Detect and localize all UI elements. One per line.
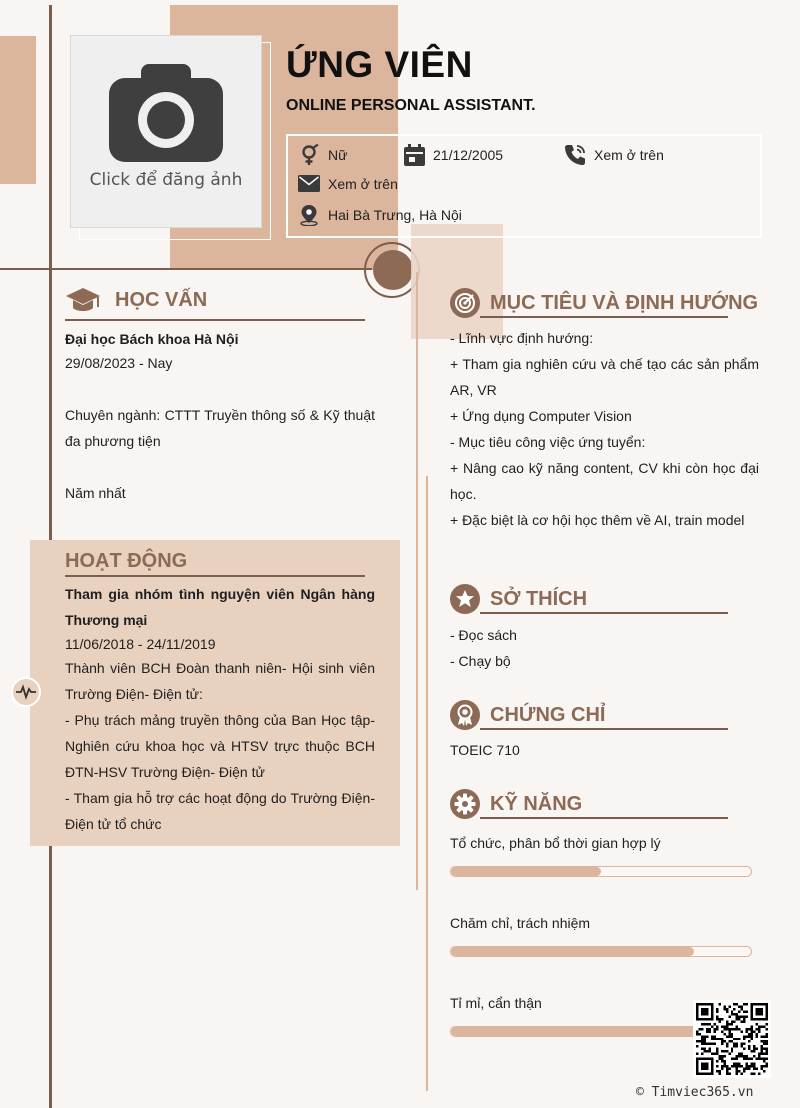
skill-bar-fill [451, 1027, 706, 1036]
skill-bar-fill [451, 867, 601, 876]
activities-content [65, 581, 375, 837]
candidate-role: ONLINE PERSONAL ASSISTANT. [286, 97, 536, 114]
activities-line: - Phụ trách mảng truyền thông của Ban Học tập- Nghiên cứu khoa học và HTSV trực thuộc BCH ĐTN-HSV Trường Điện- Điện tử [65, 712, 375, 780]
activities-line: Thành viên BCH Đoàn thanh niên- Hội sinh viên Trường Điện- Điện tử: [65, 660, 375, 702]
education-title: HỌC VẤN [115, 288, 208, 311]
decor-beige-block [411, 224, 503, 339]
certificates-rule [480, 728, 728, 730]
skills-title: KỸ NĂNG [490, 792, 583, 815]
camera-icon [109, 64, 223, 164]
education-year: Năm nhất [65, 485, 126, 501]
certificate-item: TOEIC 710 [450, 742, 520, 758]
hobbies-rule [480, 612, 728, 614]
medal-icon [450, 700, 480, 730]
footer-credit: © Timviec365.vn [636, 1085, 754, 1100]
objective-line: + Tham gia nghiên cứu và chế tạo các sản phẩm AR, VR [450, 356, 759, 398]
contact-email [298, 175, 398, 192]
qr-code [693, 1000, 771, 1078]
birthday-value: 21/12/2005 [433, 147, 504, 163]
education-content [65, 326, 375, 506]
phone-icon [564, 144, 586, 166]
hobbies-heading [450, 584, 587, 614]
education-school: Đại học Bách khoa Hà Nội [65, 331, 239, 347]
envelope-icon [298, 175, 320, 192]
photo-upload-label: Click để đăng ảnh [89, 170, 243, 190]
activity-badge [11, 677, 41, 707]
objective-content [450, 325, 759, 533]
education-major: Chuyên ngành: CTTT Truyền thông số & Kỹ thuật đa phương tiện [65, 407, 375, 449]
gender-value: Nữ [328, 147, 348, 163]
certificates-content [450, 737, 759, 763]
address-value: Hai Bà Trưng, Hà Nội [328, 207, 462, 223]
objective-line: + Đặc biệt là cơ hội học thêm về AI, train model [450, 512, 745, 528]
activities-line: - Tham gia hỗ trợ các hoạt động do Trường Điện- Điện tử tổ chức [65, 790, 375, 832]
objective-line: + Ứng dụng Computer Vision [450, 408, 632, 424]
objective-line: - Mục tiêu công việc ứng tuyển: [450, 434, 646, 450]
objective-line: + Nâng cao kỹ năng content, CV khi còn học đại học. [450, 460, 759, 502]
skill-bar [450, 866, 752, 877]
certificates-title: CHỨNG CHỈ [490, 703, 606, 726]
objective-line: - Lĩnh vực định hướng: [450, 330, 594, 346]
hobby-item: - Chạy bộ [450, 653, 511, 669]
activities-title: HOẠT ĐỘNG [65, 550, 188, 572]
objective-heading [450, 288, 758, 318]
skill-name: Tổ chức, phân bổ thời gian hợp lý [450, 835, 661, 851]
phone-value: Xem ở trên [594, 147, 664, 163]
objective-rule [480, 316, 728, 318]
graduation-cap-icon [65, 286, 101, 314]
education-heading [65, 286, 207, 314]
gender-icon [298, 144, 320, 166]
location-pin-icon [298, 204, 320, 226]
activities-period: 11/06/2018 - 24/11/2019 [65, 636, 216, 652]
decor-divider-line [416, 272, 418, 890]
pulse-icon [16, 684, 36, 700]
certificates-heading [450, 700, 605, 730]
decor-ring-dot [373, 250, 413, 290]
activities-org: Tham gia nhóm tình nguyện viên Ngân hàng Thương mại [65, 586, 375, 628]
skill-name: Tỉ mỉ, cẩn thận [450, 995, 542, 1011]
decor-horizontal-line [0, 268, 372, 270]
candidate-name: ỨNG VIÊN [286, 44, 473, 85]
hobby-item: - Đọc sách [450, 627, 517, 643]
education-period: 29/08/2023 - Nay [65, 355, 173, 371]
decor-divider-line [426, 476, 428, 1091]
star-icon [450, 584, 480, 614]
hobbies-title: SỞ THÍCH [490, 587, 588, 610]
contact-phone [564, 144, 664, 166]
skill-bar-fill [451, 947, 694, 956]
hobbies-content [450, 622, 759, 674]
contact-gender [298, 144, 347, 166]
skills-heading [450, 789, 582, 819]
education-rule [65, 319, 365, 321]
gear-icon [450, 789, 480, 819]
contact-birthday [404, 144, 503, 166]
skill-name: Chăm chỉ, trách nhiệm [450, 915, 591, 931]
activities-rule [65, 575, 365, 577]
activities-heading [65, 550, 187, 573]
skills-rule [480, 817, 728, 819]
target-icon [450, 288, 480, 318]
photo-upload[interactable] [70, 35, 262, 228]
decor-left-block [0, 36, 36, 184]
objective-title: MỤC TIÊU VÀ ĐỊNH HƯỚNG [490, 291, 759, 314]
calendar-icon [404, 144, 425, 166]
email-value: Xem ở trên [328, 175, 398, 192]
contact-address [298, 204, 462, 226]
skill-bar [450, 946, 752, 957]
